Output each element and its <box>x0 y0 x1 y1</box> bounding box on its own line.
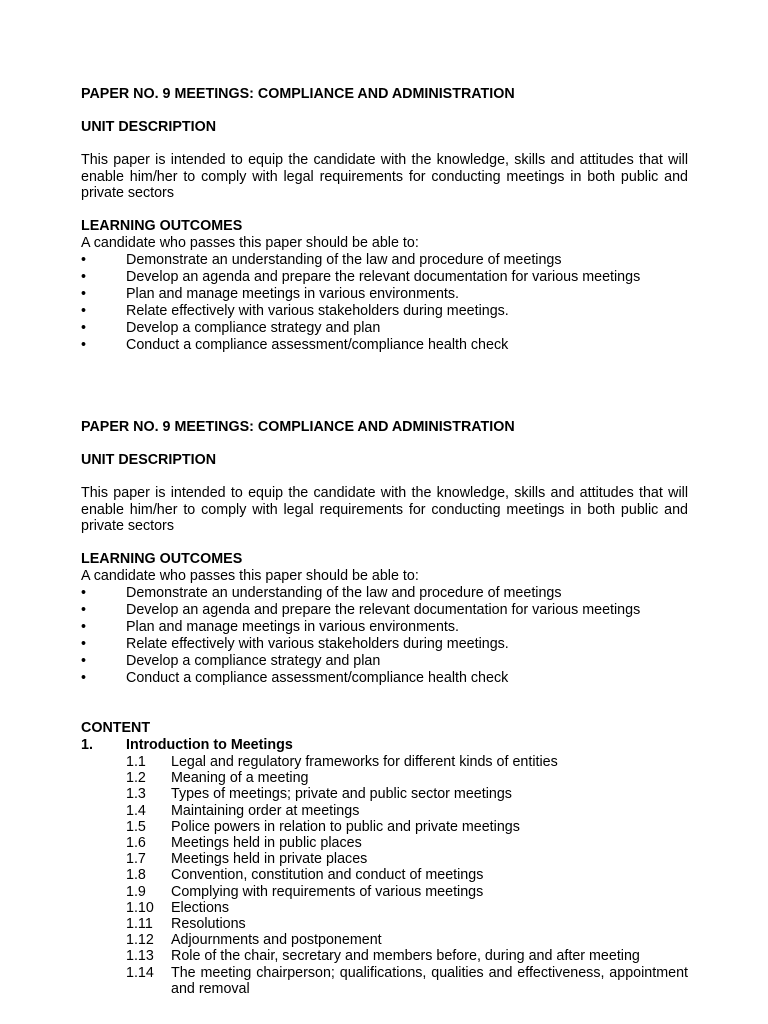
list-item: • Develop a compliance strategy and plan <box>81 319 381 336</box>
item-number: 1.6 <box>126 835 146 852</box>
list-item: • Conduct a compliance assessment/compliance health check <box>81 336 509 353</box>
item-number: 1.2 <box>126 770 146 787</box>
learning-outcomes-intro: A candidate who passes this paper should be able to: <box>81 234 419 251</box>
item-number: 1.7 <box>126 851 146 868</box>
list-item: • Conduct a compliance assessment/compliance health check <box>81 669 509 686</box>
item-text: Meaning of a meeting <box>171 770 309 787</box>
unit-description-text: This paper is intended to equip the candidate with the knowledge, skills and attitudes that will enable him/her to comply with legal requirements for conducting meetings in both public and private sectors <box>81 485 688 534</box>
item-number: 1.14 <box>126 964 154 981</box>
list-item <box>81 965 688 997</box>
item-number: 1.12 <box>126 932 154 949</box>
bullet-icon: • <box>81 268 87 285</box>
paper-block-2 <box>81 419 688 687</box>
content-section <box>81 720 688 997</box>
bullet-icon: • <box>81 319 87 336</box>
list-item: • Demonstrate an understanding of the law and procedure of meetings <box>81 251 562 268</box>
learning-outcomes-list <box>81 252 688 354</box>
bullet-icon: • <box>81 669 87 686</box>
content-items-list <box>81 754 688 997</box>
paper-title: PAPER NO. 9 MEETINGS: COMPLIANCE AND ADMINISTRATION <box>81 86 515 102</box>
topic-number: 1. <box>81 737 93 753</box>
item-number: 1.10 <box>126 899 154 916</box>
item-text: Legal and regulatory frameworks for different kinds of entities <box>171 754 558 770</box>
learning-outcomes-heading: LEARNING OUTCOMES <box>81 550 243 567</box>
item-number: 1.5 <box>126 818 146 835</box>
item-text: Complying with requirements of various meetings <box>171 883 484 900</box>
item-number: 1.4 <box>126 802 146 819</box>
unit-description-heading: UNIT DESCRIPTION <box>81 119 217 135</box>
list-item <box>81 948 688 964</box>
item-number: 1.3 <box>126 786 146 803</box>
bullet-icon: • <box>81 601 87 618</box>
content-heading: CONTENT <box>81 720 151 736</box>
list-item: • Relate effectively with various stakeholders during meetings. <box>81 302 509 319</box>
bullet-icon: • <box>81 336 87 353</box>
item-number: 1.1 <box>126 754 146 770</box>
list-item: • Demonstrate an understanding of the law and procedure of meetings <box>81 584 562 601</box>
list-item <box>81 803 688 819</box>
item-text: Meetings held in public places <box>171 835 362 852</box>
list-item: • Develop an agenda and prepare the relevant documentation for various meetings <box>81 268 641 285</box>
paper-block-1 <box>81 86 688 354</box>
list-item <box>81 932 688 948</box>
learning-outcomes-heading: LEARNING OUTCOMES <box>81 217 243 234</box>
topic-heading <box>81 737 688 754</box>
item-text: Elections <box>171 899 230 916</box>
bullet-icon: • <box>81 285 87 302</box>
item-text: Meetings held in private places <box>171 851 368 868</box>
list-item <box>81 916 688 932</box>
item-number: 1.9 <box>126 883 146 900</box>
paper-title: PAPER NO. 9 MEETINGS: COMPLIANCE AND ADMINISTRATION <box>81 419 515 435</box>
item-number: 1.11 <box>126 916 153 933</box>
bullet-icon: • <box>81 584 87 601</box>
list-item: • Develop a compliance strategy and plan <box>81 652 381 669</box>
bullet-icon: • <box>81 618 87 635</box>
item-text: Police powers in relation to public and private meetings <box>171 818 520 835</box>
list-item <box>81 786 688 802</box>
bullet-icon: • <box>81 652 87 669</box>
list-item: • Plan and manage meetings in various environments. <box>81 618 459 635</box>
list-item <box>81 835 688 851</box>
bullet-icon: • <box>81 251 87 268</box>
topic-title: Introduction to Meetings <box>126 737 293 753</box>
list-item <box>81 884 688 900</box>
unit-description-text: This paper is intended to equip the candidate with the knowledge, skills and attitudes that will enable him/her to comply with legal requirements for conducting meetings in both public and private sectors <box>81 152 688 201</box>
item-text: Role of the chair, secretary and members before, during and after meeting <box>171 948 640 965</box>
item-number: 1.13 <box>126 948 154 965</box>
list-item <box>81 900 688 916</box>
bullet-icon: • <box>81 635 87 652</box>
list-item: • Relate effectively with various stakeholders during meetings. <box>81 635 509 652</box>
item-text: Adjournments and postponement <box>171 932 382 949</box>
list-item: • Develop an agenda and prepare the relevant documentation for various meetings <box>81 601 641 618</box>
item-text: Types of meetings; private and public sector meetings <box>171 786 512 803</box>
item-text: Maintaining order at meetings <box>171 802 360 819</box>
list-item <box>81 867 688 883</box>
item-text: The meeting chairperson; qualifications, qualities and effectiveness, appointment and removal <box>171 964 688 997</box>
unit-description-heading: UNIT DESCRIPTION <box>81 452 217 468</box>
list-item: • Plan and manage meetings in various environments. <box>81 285 459 302</box>
item-text: Convention, constitution and conduct of meetings <box>171 867 484 884</box>
list-item <box>81 851 688 867</box>
list-item <box>81 770 688 786</box>
item-text: Resolutions <box>171 916 246 933</box>
item-number: 1.8 <box>126 867 146 884</box>
learning-outcomes-list <box>81 585 688 687</box>
list-item <box>81 754 688 770</box>
learning-outcomes-intro: A candidate who passes this paper should be able to: <box>81 567 419 584</box>
list-item <box>81 819 688 835</box>
bullet-icon: • <box>81 302 87 319</box>
